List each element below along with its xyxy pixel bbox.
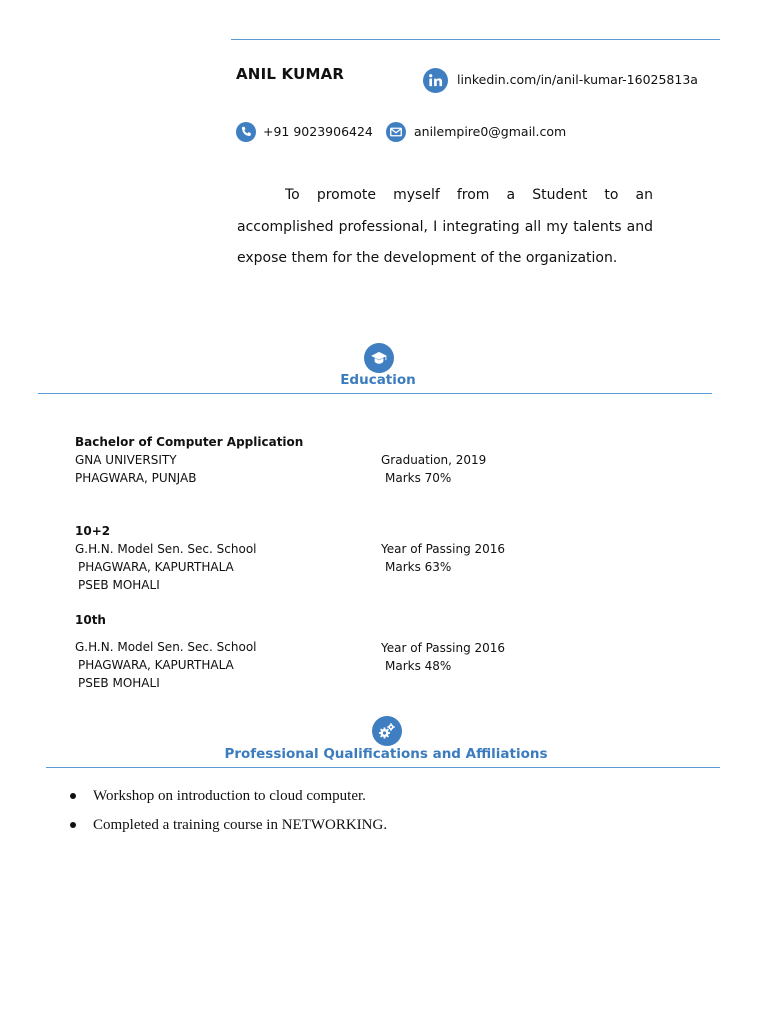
year: Year of Passing 2016 xyxy=(381,641,506,655)
email-icon xyxy=(386,122,406,142)
bullet-icon xyxy=(70,793,76,799)
marks: Marks 48% xyxy=(385,659,452,673)
degree-title: Bachelor of Computer Application xyxy=(75,435,304,449)
graduation-cap-icon xyxy=(364,343,394,373)
phone-icon xyxy=(236,122,256,142)
marks: Marks 70% xyxy=(385,471,452,485)
linkedin-link[interactable]: linkedin.com/in/anil-kumar-16025813a xyxy=(457,72,698,87)
board: PSEB MOHALI xyxy=(78,578,160,592)
location: PHAGWARA, KAPURTHALA xyxy=(78,560,234,574)
education-entry-bca-details xyxy=(381,451,486,487)
education-entry-12th xyxy=(75,522,257,594)
education-entry-12th-details xyxy=(381,540,505,576)
list-item: Completed a training course in NETWORKING. xyxy=(70,813,387,842)
phone-number: +91 9023906424 xyxy=(263,124,373,139)
education-entry-10th-details xyxy=(381,639,505,675)
candidate-name: ANIL KUMAR xyxy=(236,65,345,83)
institution: G.H.N. Model Sen. Sec. School xyxy=(75,542,257,556)
header-top-rule xyxy=(231,39,720,40)
career-objective: To promote myself from a Student to an accomplished professional, I integrating all my talents and expose them for the development of the organization. xyxy=(237,187,653,266)
email-address[interactable]: anilempire0@gmail.com xyxy=(414,124,567,139)
linkedin-icon xyxy=(423,68,448,93)
board: PSEB MOHALI xyxy=(78,676,160,690)
location: PHAGWARA, KAPURTHALA xyxy=(78,658,234,672)
degree-title: 10th xyxy=(75,613,106,627)
year: Year of Passing 2016 xyxy=(381,542,506,556)
qualifications-list xyxy=(70,784,387,841)
qualifications-title: Professional Qualifications and Affiliations xyxy=(224,746,548,762)
qualifications-rule xyxy=(46,767,720,768)
marks: Marks 63% xyxy=(385,560,452,574)
year: Graduation, 2019 xyxy=(381,453,487,467)
institution: G.H.N. Model Sen. Sec. School xyxy=(75,640,257,654)
education-entry-10th xyxy=(75,611,257,692)
education-entry-bca xyxy=(75,433,303,487)
education-rule xyxy=(38,393,712,394)
gears-icon xyxy=(372,716,402,746)
education-title: Education xyxy=(340,372,416,388)
institution: GNA UNIVERSITY xyxy=(75,453,177,467)
list-item: Workshop on introduction to cloud computer. xyxy=(70,784,387,813)
location: PHAGWARA, PUNJAB xyxy=(75,471,197,485)
bullet-icon xyxy=(70,822,76,828)
degree-title: 10+2 xyxy=(75,524,111,538)
